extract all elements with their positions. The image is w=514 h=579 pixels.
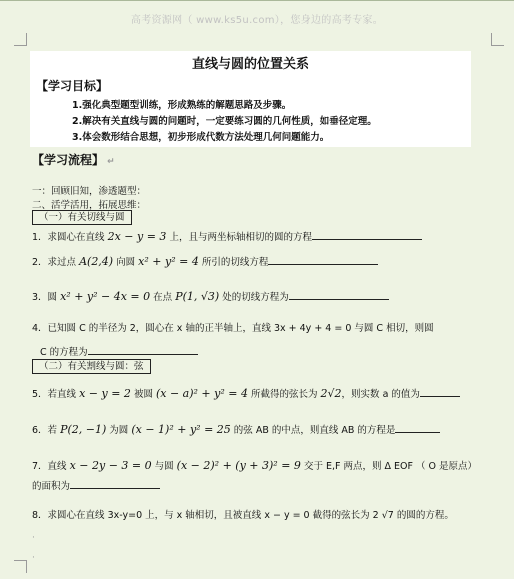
paragraph-mark: · [32,533,35,543]
question-2: 2．求过点 A(2,4) 向圆 x² + y² = 4 所引的切线方程 [32,254,378,268]
question-7-continued: 的面积为 [32,478,160,492]
question-6: 6．若 P(2, −1) 为圆 (x − 1)² + y² = 25 的弦 AB 的中点，则直线 AB 的方程是 [32,422,440,436]
goal-item: 3.体会数形结合思想，初步形成代数方法处理几何问题能力。 [72,132,330,143]
page-title: 直线与圆的位置关系 [191,57,309,72]
flow-heading: 【学习流程】 ↵ [32,153,115,167]
watermark: 高考资源网（ www.ks5u.com），您身边的高考专家。 [130,15,384,26]
question-4-continued: C 的方程为 [40,344,198,358]
crop-mark-top-left [14,33,27,46]
question-4: 4．已知圆 C 的半径为 2，圆心在 x 轴的正半轴上，直线 3x + 4y + 4 = 0 与圆 C 相切，则圆 [32,323,434,334]
question-7: 7．直线 x − 2y − 3 = 0 与圆 (x − 2)² + (y + 3)² = 9 交于 E,F 两点，则 Δ EOF （ O 是原点） [32,459,477,472]
crop-mark-top-right [491,33,504,46]
answer-blank [268,254,378,265]
answer-blank [70,478,160,489]
goal-item: 1.强化典型题型训练，形成熟练的解题思路及步骤。 [72,100,292,111]
question-1: 1．求圆心在直线 2x − y = 3 上，且与两坐标轴相切的圆的方程 [32,229,422,243]
answer-blank [88,344,198,355]
section-tangent-heading: （一）有关切线与圆 [32,210,132,225]
answer-blank [312,229,422,240]
paragraph-mark: · [32,553,35,563]
step-review: 一：回顾旧知，渗透题型： [32,186,147,197]
answer-blank [289,289,389,300]
question-5: 5．若直线 x − y = 2 被圆 (x − a)² + y² = 4 所截得的弦长为 2√2，则实数 a 的值为 [32,386,460,400]
crop-mark-bottom-left [14,560,27,573]
question-3: 3．圆 x² + y² − 4x = 0 在点 P(1, √3) 处的切线方程为 [32,289,389,303]
answer-blank [420,386,460,397]
step-apply: 二、活学活用，拓展思维： [32,200,147,211]
goal-item: 2.解决有关直线与圆的问题时，一定要练习圆的几何性质，如垂径定理。 [72,116,377,127]
goals-heading: 【学习目标】 [36,79,109,93]
question-8: 8．求圆心在直线 3x-y=0 上，与 x 轴相切，且被直线 x − y = 0 截得的弦长为 2 √7 的圆的方程。 [32,510,454,521]
learning-goals-box [30,51,471,147]
section-chord-heading: （二）有关割线与圆：弦 [32,359,151,374]
answer-blank [395,422,440,433]
